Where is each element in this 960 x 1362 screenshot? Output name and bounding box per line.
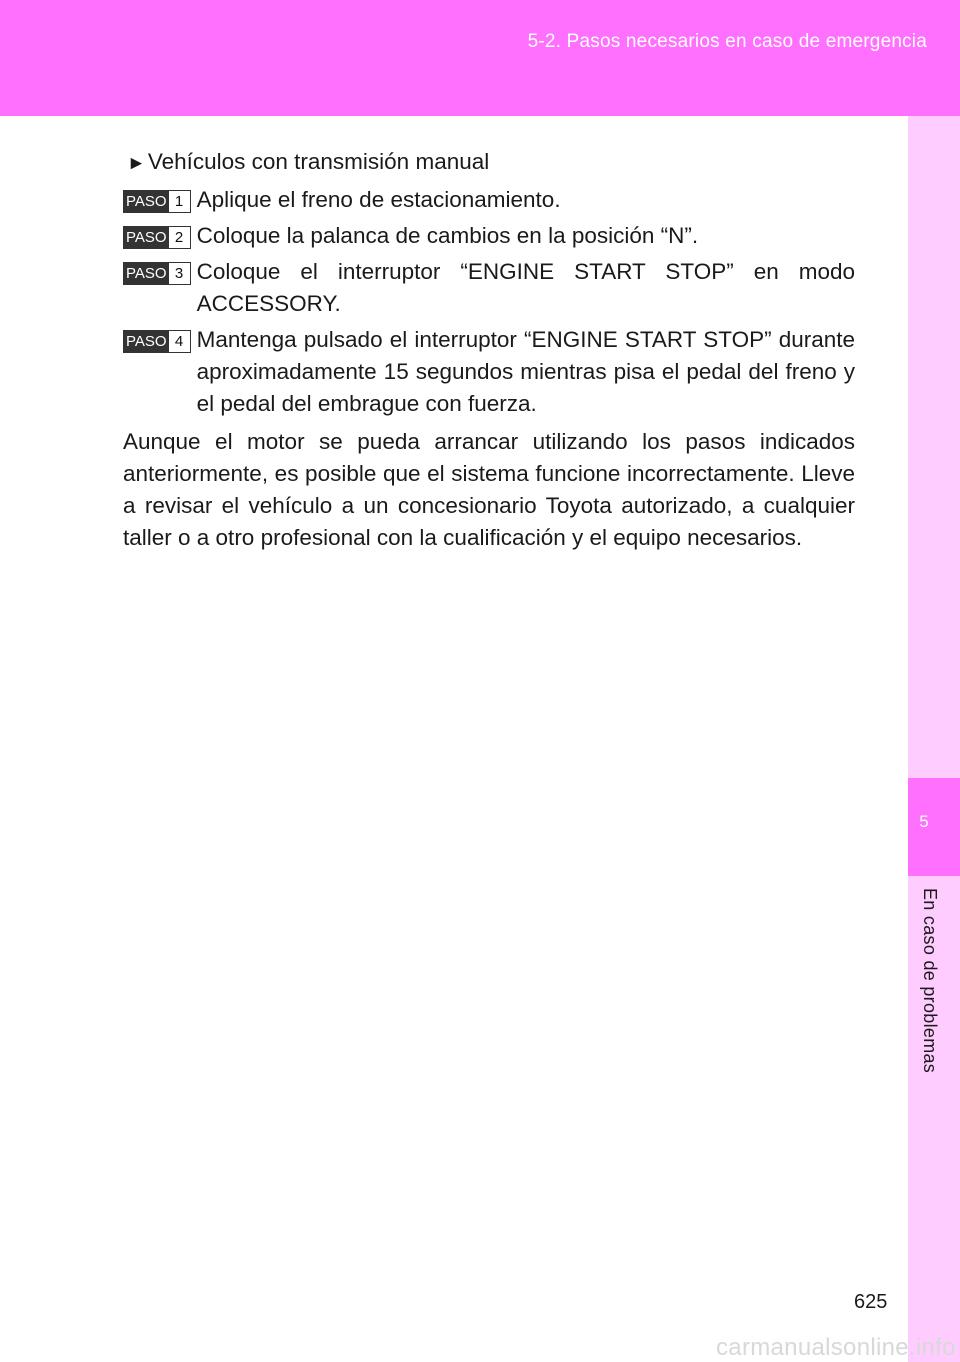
step-badge xyxy=(123,330,191,353)
section-title: 5-2. Pasos necesarios en caso de emergencia xyxy=(527,31,927,52)
side-tab xyxy=(908,116,960,1362)
step-badge-label: PASO xyxy=(126,333,167,350)
step-3 xyxy=(123,256,855,320)
step-1 xyxy=(123,184,855,216)
chapter-number: 5 xyxy=(919,812,929,831)
step-badge-number: 2 xyxy=(169,227,190,248)
step-badge-label: PASO xyxy=(126,229,167,246)
step-badge-number: 3 xyxy=(169,263,190,284)
body-paragraph: Aunque el motor se pueda arrancar utilizando los pasos indicados anteriormente, es posible que el sistema funcione incorrectamente. Lleve a revisar el vehículo a un concesionario Toyota autorizado, a cualquier taller o a otro profesional con la cualificación y el equipo necesarios. xyxy=(123,429,855,550)
chapter-label: En caso de problemas xyxy=(920,888,940,1074)
step-2 xyxy=(123,220,855,252)
subheading xyxy=(123,146,855,180)
step-text: Coloque el interruptor “ENGINE START STOP” en modo ACCESSORY. xyxy=(196,259,855,316)
triangle-right-icon: ► xyxy=(127,153,146,174)
step-badge-number: 4 xyxy=(169,331,190,352)
step-badge-number: 1 xyxy=(169,191,190,212)
page-number: 625 xyxy=(854,1291,888,1313)
watermark: carmanualsonline.info xyxy=(716,1334,956,1361)
step-badge-label: PASO xyxy=(126,193,167,210)
step-badge xyxy=(123,226,191,249)
step-badge xyxy=(123,190,191,213)
page-content xyxy=(123,146,855,554)
subheading-text: Vehículos con transmisión manual xyxy=(147,149,490,174)
step-badge xyxy=(123,262,191,285)
page-header xyxy=(0,0,960,116)
step-text: Coloque la palanca de cambios en la posición “N”. xyxy=(196,223,699,248)
step-4 xyxy=(123,324,855,420)
step-text: Aplique el freno de estacionamiento. xyxy=(196,187,561,212)
step-text: Mantenga pulsado el interruptor “ENGINE START STOP” durante aproximadamente 15 segundos mientras pisa el pedal del freno y el pedal del embrague con fuerza. xyxy=(196,327,855,416)
step-badge-label: PASO xyxy=(126,265,167,282)
